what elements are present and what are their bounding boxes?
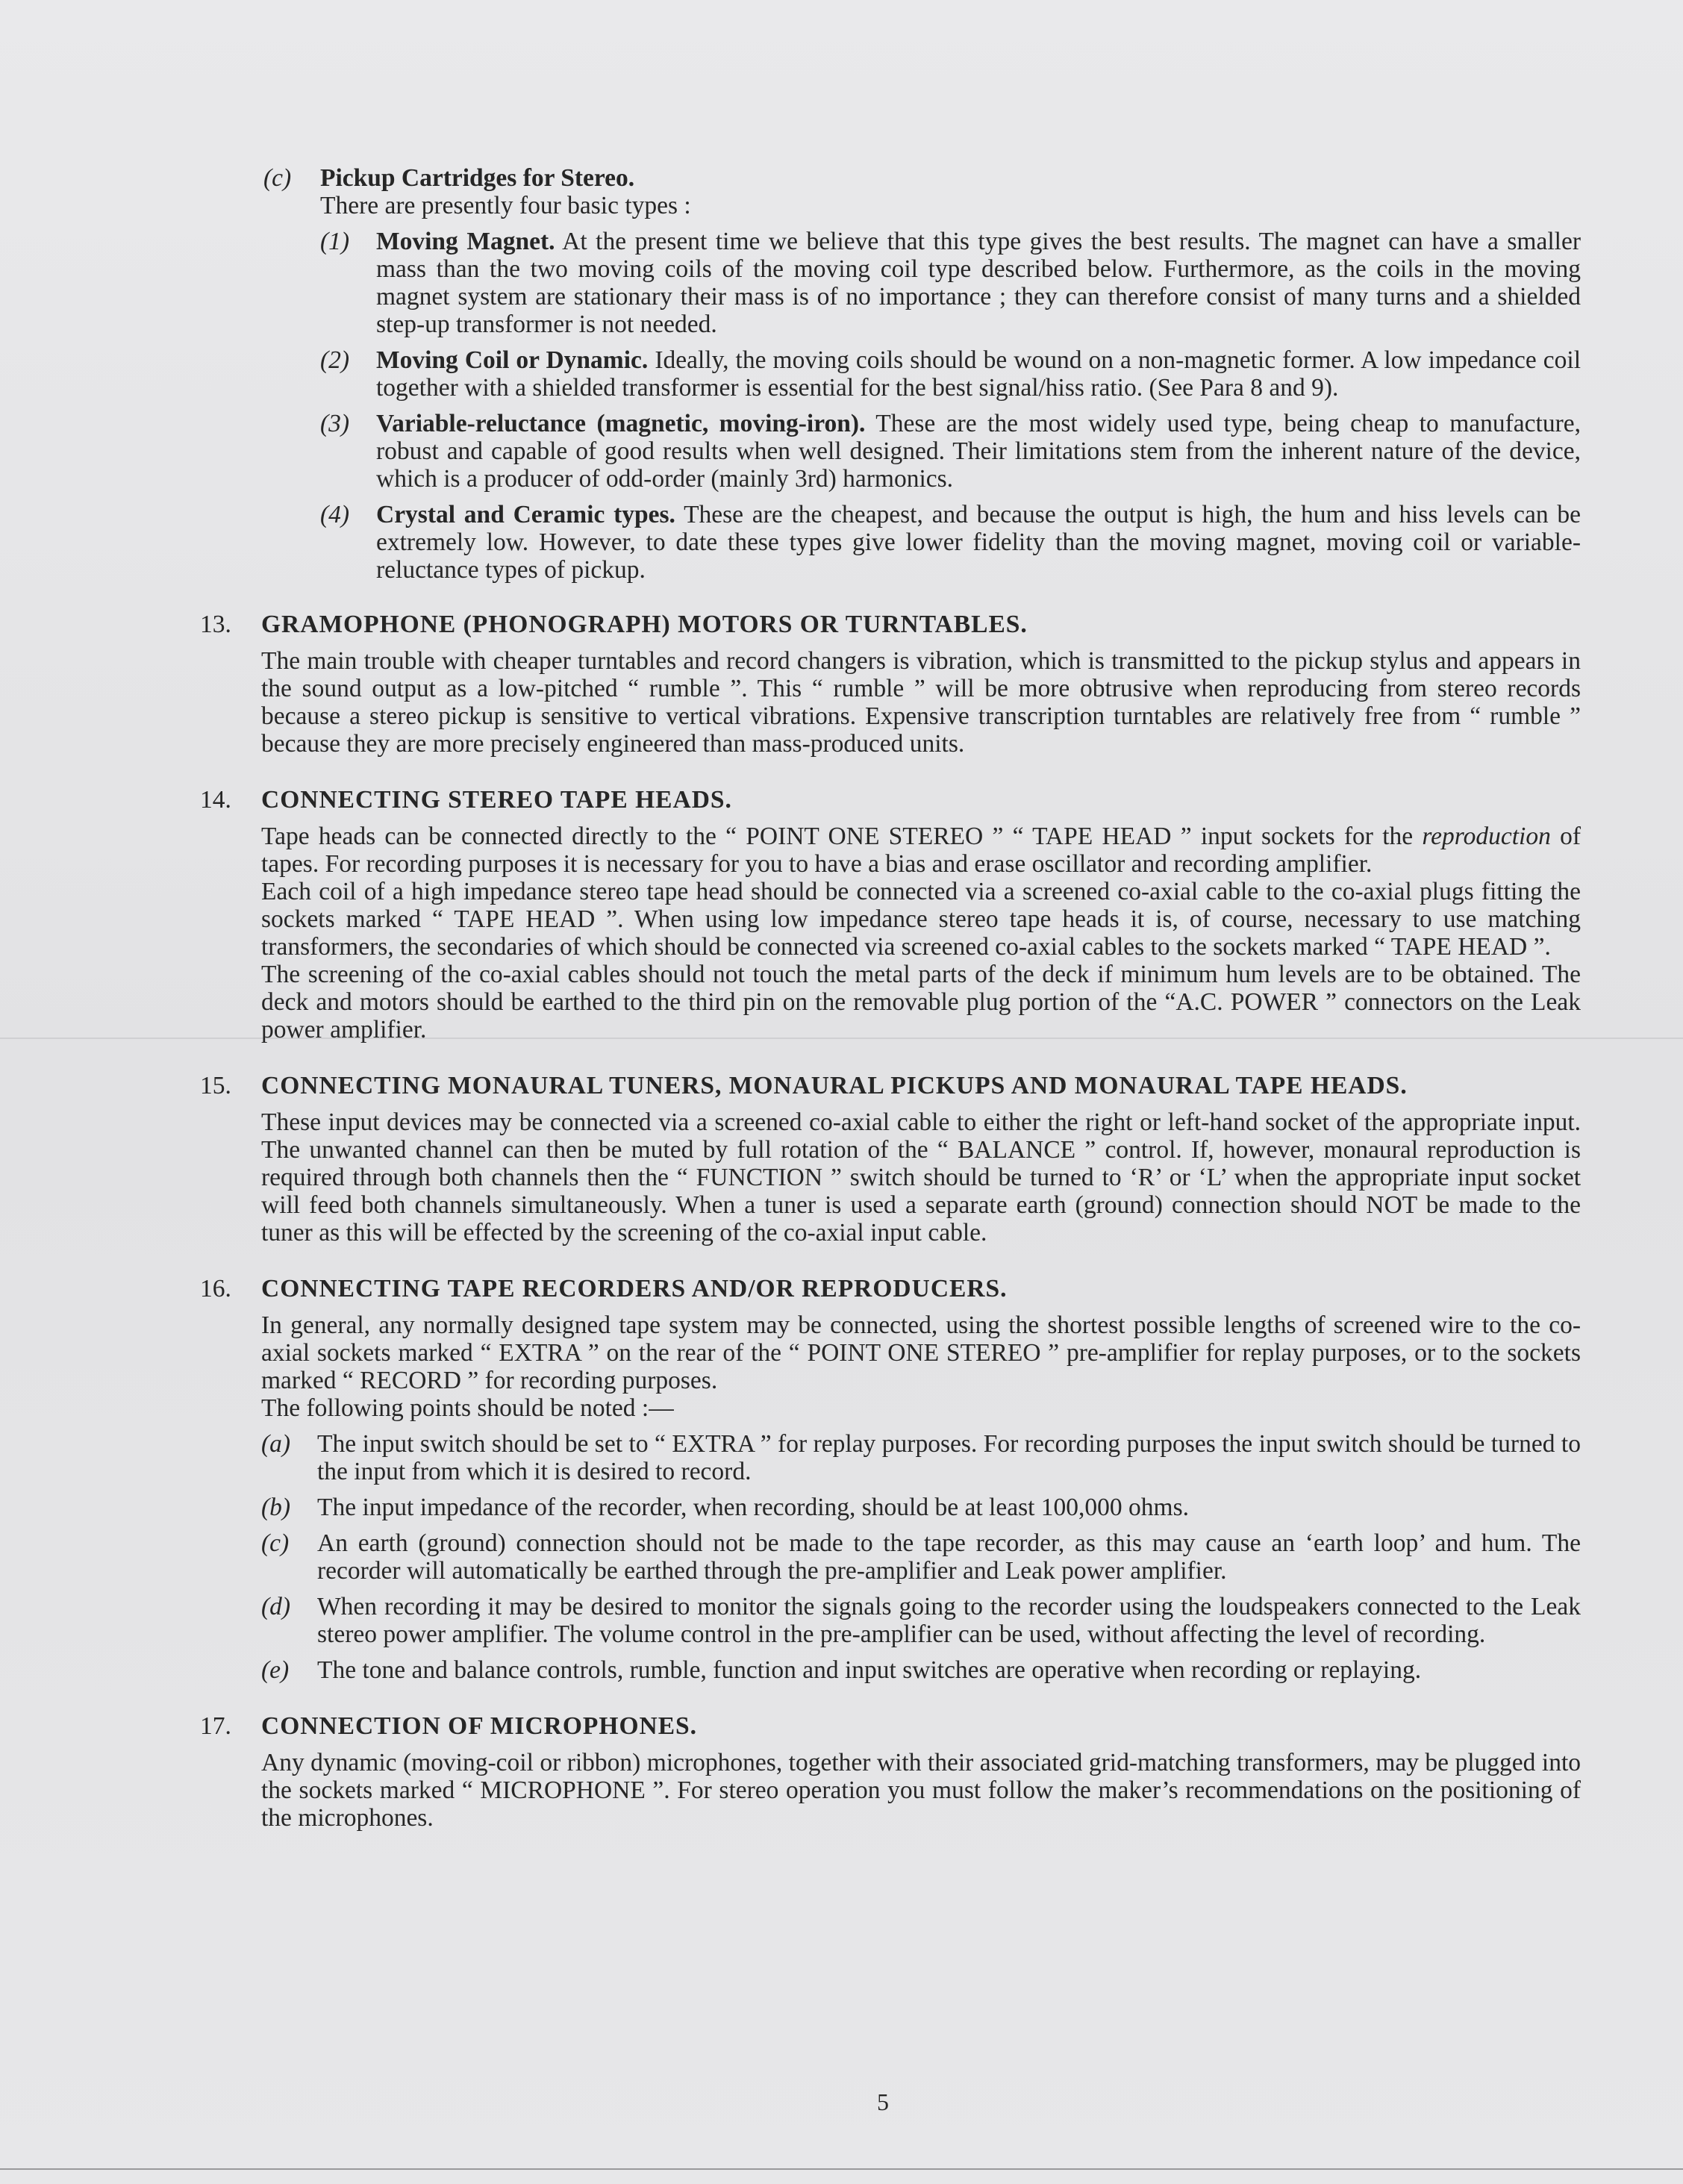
note-text: The input switch should be set to “ EXTRA ” for replay purposes. For recording purposes the input switch should be turned to the input from which it is desired to record. (317, 1430, 1581, 1485)
section-17 (200, 1712, 1581, 1832)
section-number: 16. (200, 1275, 231, 1302)
section-14 (200, 786, 1581, 1043)
section-title: GRAMOPHONE (PHONOGRAPH) MOTORS OR TURNTABLES. (261, 611, 1028, 638)
subsection-label: (c) (263, 164, 292, 192)
section-title: CONNECTING MONAURAL TUNERS, MONAURAL PICKUPS AND MONAURAL TAPE HEADS. (261, 1072, 1408, 1099)
note-item (261, 1494, 1581, 1521)
item-text: Ideally, the moving coils should be wound on a non-magnetic former. A low impedance coil together with a shielded transformer is essential for the best signal/hiss ratio. (See Para 8 and 9). (376, 346, 1581, 402)
section-paragraph (261, 823, 1581, 878)
item-title: Moving Magnet. (376, 228, 555, 255)
section-paragraph: In general, any normally designed tape system may be connected, using the shortest possible lengths of screened wire to the co-axial sockets marked “ EXTRA ” on the rear of the “ POINT ONE STEREO ” pre-amplifier for replay purposes, or to the sockets marked “ RECORD ” for recording purposes. (261, 1311, 1581, 1394)
item-title: Moving Coil or Dynamic. (376, 346, 649, 374)
cartridge-type-item (320, 346, 1581, 402)
page-content (200, 164, 1581, 1832)
item-number: (1) (320, 228, 350, 255)
section-paragraph: Any dynamic (moving-coil or ribbon) microphones, together with their associated grid-matching transformers, may be plugged into the sockets marked “ MICROPHONE ”. For stereo operation you must follow the maker’s recommendations on the positioning of the microphones. (261, 1749, 1581, 1832)
cartridge-type-item (320, 228, 1581, 338)
note-label: (e) (261, 1656, 290, 1684)
subsection-pickup-cartridges (200, 164, 1581, 584)
section-number: 13. (200, 611, 231, 638)
note-item (261, 1529, 1581, 1585)
paragraph-text: of tapes. For recording purposes it is necessary for you to have a bias and erase oscillator and recording amplifier. (261, 823, 1581, 878)
note-text: The input impedance of the recorder, when recording, should be at least 100,000 ohms. (317, 1494, 1190, 1521)
section-number: 15. (200, 1072, 231, 1099)
item-text: These are the most widely used type, being cheap to manufacture, robust and capable of good results when well designed. Their limitations stem from the inherent nature of the device, which is a producer of odd-order (mainly 3rd) harmonics. (376, 410, 1581, 493)
note-label: (b) (261, 1494, 291, 1521)
item-title: Crystal and Ceramic types. (376, 501, 675, 528)
section-title: CONNECTING STEREO TAPE HEADS. (261, 786, 732, 814)
note-item (261, 1593, 1581, 1648)
note-label: (d) (261, 1593, 291, 1620)
page-number: 5 (877, 2088, 889, 2115)
subsection-title: Pickup Cartridges for Stereo. (320, 164, 635, 192)
cartridge-type-item (320, 501, 1581, 584)
note-text: An earth (ground) connection should not be made to the tape recorder, as this may cause an ‘earth loop’ and hum. The recorder will automatically be earthed through the pre-amplifier and Leak power amplifier. (317, 1529, 1581, 1585)
section-paragraph: Each coil of a high impedance stereo tape head should be connected via a screened co-axial cable to the co-axial plugs fitting the sockets marked “ TAPE HEAD ”. When using low impedance stereo tape heads it is, of course, necessary to use matching transformers, the secondaries of which should be connected via screened co-axial cables to the sockets marked “ TAPE HEAD ”. (261, 878, 1581, 961)
cartridge-type-item (320, 410, 1581, 493)
note-item (261, 1430, 1581, 1485)
item-number: (3) (320, 410, 350, 437)
item-text: These are the cheapest, and because the output is high, the hum and hiss levels can be extremely low. However, to date these types give lower fidelity than the moving magnet, moving coil or variable-reluctance types of pickup. (376, 501, 1581, 584)
section-15 (200, 1072, 1581, 1247)
section-lead: The following points should be noted :— (261, 1394, 674, 1422)
subsection-intro: There are presently four basic types : (320, 192, 691, 219)
section-title: CONNECTION OF MICROPHONES. (261, 1712, 698, 1740)
emphasis-text: reproduction (1422, 823, 1551, 850)
section-paragraph: The screening of the co-axial cables should not touch the metal parts of the deck if minimum hum levels are to be obtained. The deck and motors should be earthed to the third pin on the removable plug portion of the “A.C. POWER ” connectors on the Leak power amplifier. (261, 961, 1581, 1043)
section-16 (200, 1275, 1581, 1684)
paragraph-text: Tape heads can be connected directly to the “ POINT ONE STEREO ” “ TAPE HEAD ” input sockets for the (261, 823, 1414, 850)
section-title: CONNECTING TAPE RECORDERS AND/OR REPRODUCERS. (261, 1275, 1008, 1302)
note-text: When recording it may be desired to monitor the signals going to the recorder using the loudspeakers connected to the Leak stereo power amplifier. The volume control in the pre-amplifier can be used, without affecting the level of recording. (317, 1593, 1581, 1648)
item-text: At the present time we believe that this type gives the best results. The magnet can have a smaller mass than the two moving coils of the moving coil type described below. Furthermore, as the coils in the moving magnet system are stationary their mass is of no importance ; they can therefore consist of many turns and a shielded step-up transformer is not needed. (376, 228, 1581, 338)
note-label: (c) (261, 1529, 290, 1557)
note-item (261, 1656, 1581, 1684)
item-title: Variable-reluctance (magnetic, moving-iron). (376, 410, 866, 437)
note-label: (a) (261, 1430, 291, 1458)
section-number: 14. (200, 786, 231, 814)
section-number: 17. (200, 1712, 231, 1740)
note-text: The tone and balance controls, rumble, function and input switches are operative when recording or replaying. (317, 1656, 1422, 1684)
page-bottom-edge (0, 2168, 1683, 2170)
section-paragraph: The main trouble with cheaper turntables and record changers is vibration, which is transmitted to the pickup stylus and appears in the sound output as a low-pitched “ rumble ”. This “ rumble ” will be more obtrusive when reproducing from stereo records because a stereo pickup is sensitive to vertical vibrations. Expensive transcription turntables are relatively free from “ rumble ” because they are more precisely engineered than mass-produced units. (261, 647, 1581, 758)
section-13 (200, 611, 1581, 758)
item-number: (4) (320, 501, 350, 528)
section-paragraph: These input devices may be connected via a screened co-axial cable to either the right or left-hand socket of the appropriate input. The unwanted channel can then be muted by full rotation of the “ BALANCE ” control. If, however, monaural reproduction is required through both channels then the “ FUNCTION ” switch should be turned to ‘R’ or ‘L’ when the appropriate input socket will feed both channels simultaneously. When a tuner is used a separate earth (ground) connection should NOT be made to the tuner as this will be effected by the screening of the co-axial input cable. (261, 1108, 1581, 1247)
item-number: (2) (320, 346, 350, 374)
